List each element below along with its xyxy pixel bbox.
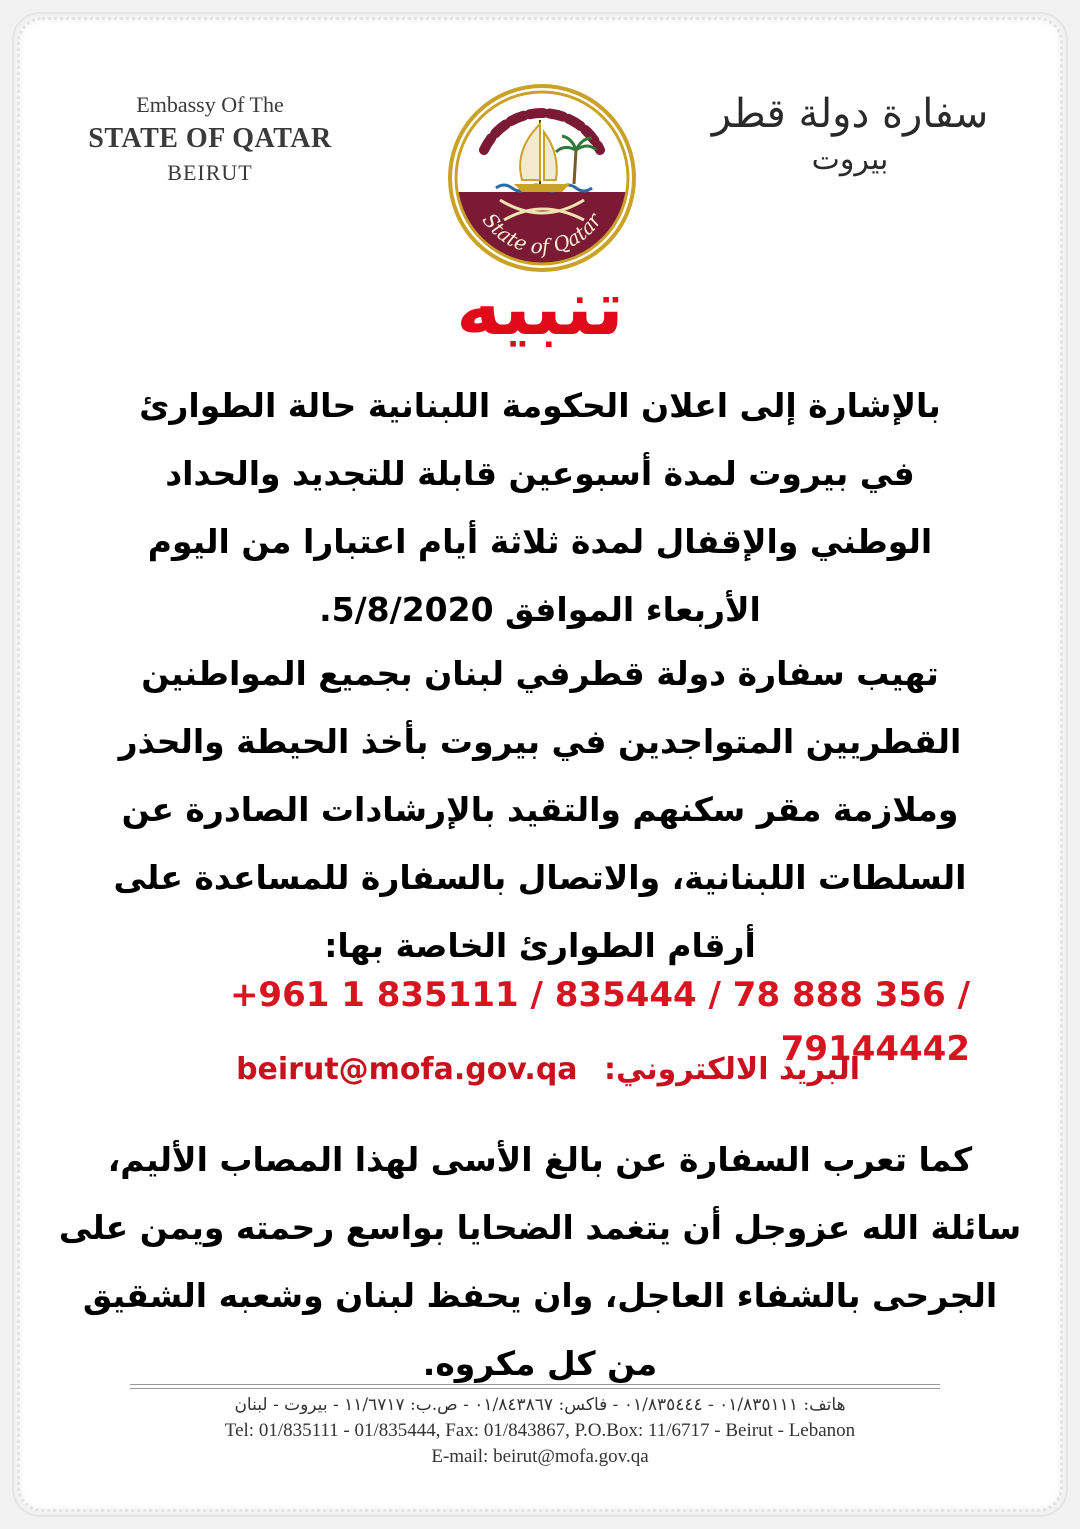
embassy-name-english (70, 90, 350, 188)
text-line: سائلة الله عزوجل أن يتغمد الضحايا بواسع رحمته ويمن على (58, 1208, 1022, 1247)
email-address: beirut@mofa.gov.qa (236, 1052, 578, 1087)
text-line: كما تعرب السفارة عن بالغ الأسى لهذا المصاب الأليم، (107, 1140, 973, 1179)
embassy-line2: STATE OF QATAR (88, 123, 332, 154)
text-line: في بيروت لمدة أسبوعين قابلة للتجديد والحداد (165, 454, 915, 493)
embassy-arabic-line2: بيروت (811, 142, 889, 177)
state-of-qatar-emblem-icon (444, 80, 640, 276)
email-contact (100, 1040, 860, 1100)
embassy-line1: Embassy Of The (136, 92, 284, 117)
email-label: البريد الالكتروني: (604, 1052, 860, 1087)
text-line: السلطات اللبنانية، والاتصال بالسفارة للمساعدة على (113, 858, 967, 897)
footer-english: Tel: 01/835111 - 01/835444, Fax: 01/843867, P.O.Box: 11/6717 - Beirut - Lebanon (224, 1420, 856, 1441)
text-line: الجرحى بالشفاء العاجل، وان يحفظ لبنان وشعبه الشقيق (82, 1276, 998, 1315)
text-line: بالإشارة إلى اعلان الحكومة اللبنانية حالة الطوارئ (139, 386, 941, 425)
svg-text:State of Qatar: State of Qatar (477, 208, 607, 259)
notice-title: تنبيه (456, 263, 624, 352)
text-line: وملازمة مقر سكنهم والتقيد بالإرشادات الصادرة عن (121, 790, 959, 829)
embassy-line3: BEIRUT (167, 160, 253, 185)
text-line: القطريين المتواجدين في بيروت بأخذ الحيطة والحذر (118, 722, 962, 761)
text-line: من كل مكروه. (422, 1344, 658, 1383)
embassy-arabic-line1: سفارة دولة قطر (711, 91, 989, 137)
paragraph-emergency (40, 372, 1040, 644)
footer-email: E-mail: beirut@mofa.gov.qa (431, 1446, 649, 1467)
footer-divider (130, 1384, 940, 1385)
text-line: تهيب سفارة دولة قطرفي لبنان بجميع المواطنين (141, 654, 939, 693)
embassy-name-arabic (700, 88, 1000, 180)
text-line: أرقام الطوارئ الخاصة بها: (324, 926, 756, 965)
footer-divider (130, 1388, 940, 1389)
emergency-phone-numbers: +961 1 835111 / 835444 / 78 888 356 / 79144442 (229, 975, 970, 1069)
paragraph-advisory (40, 640, 1040, 980)
text-line: الأربعاء الموافق 5/8/2020. (319, 590, 761, 629)
footer-contact (100, 1392, 980, 1470)
footer-arabic: هاتف: ٠١/٨٣٥١١١ - ٠١/٨٣٥٤٤٤ - فاكس: ٠١/٨٤٣٨٦٧ - ص.ب: ١١/٦٧١٧ - بيروت - لبنان (234, 1395, 846, 1415)
text-line: الوطني والإقفال لمدة ثلاثة أيام اعتبارا من اليوم (147, 522, 933, 561)
paragraph-condolence (40, 1126, 1040, 1398)
